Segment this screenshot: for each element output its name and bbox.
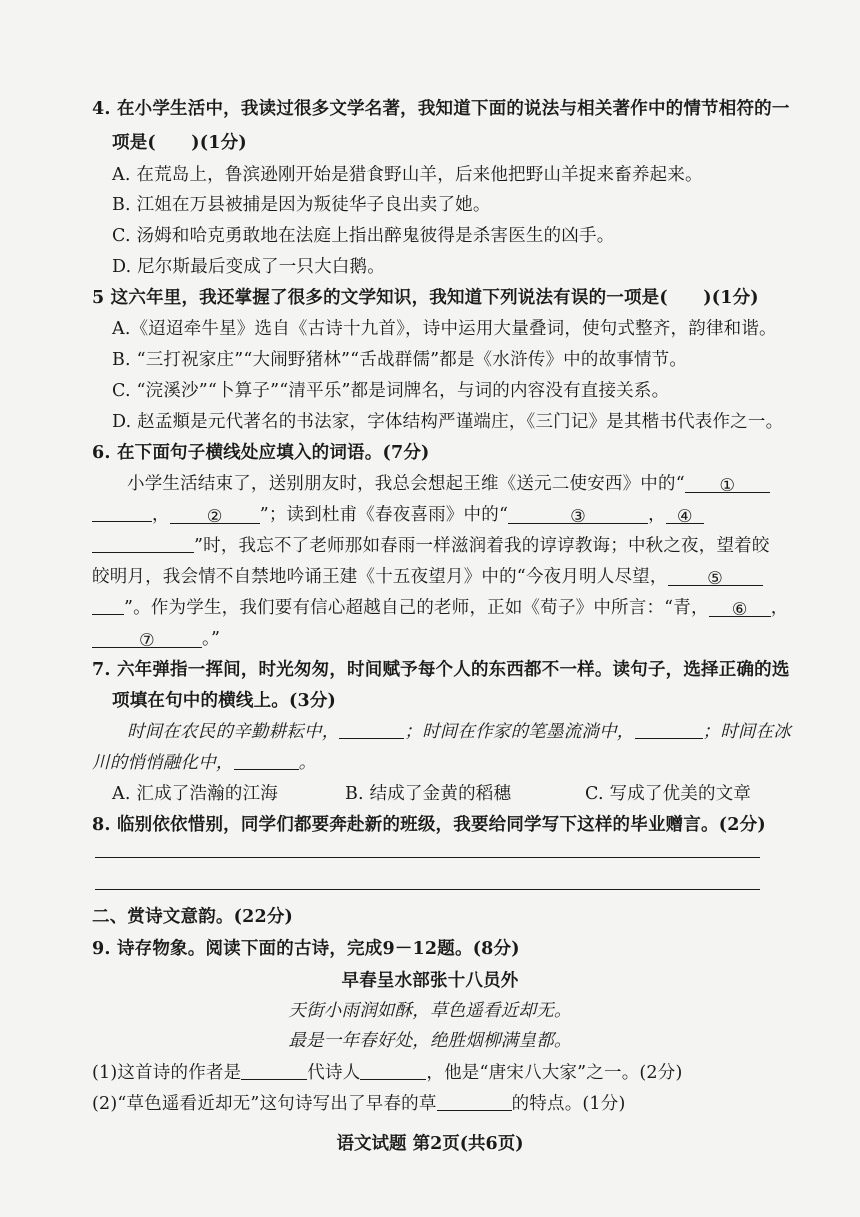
q9-sub2: [92, 1092, 625, 1116]
poem-line-1: 天街小雨润如酥，草色遥看近却无。: [288, 1001, 572, 1021]
q7-option-c: C. 写成了优美的文章: [585, 784, 752, 804]
answer-line-2[interactable]: [95, 889, 760, 890]
blank-number-2: ②: [206, 507, 223, 527]
q9-sub1-text-3: ，他是“唐宋八大家”之一。(2分): [426, 1063, 683, 1083]
page-footer: 语文试题 第2页(共6页): [336, 1134, 524, 1154]
q9-blank-dynasty[interactable]: [241, 1061, 307, 1080]
q6-text-2: ”；读到杜甫《春夜喜雨》中的“: [259, 505, 509, 525]
q9-blank-poet[interactable]: [360, 1061, 426, 1080]
q4-stem-line2: 项是( )(1分): [112, 133, 247, 153]
blank-1-cont[interactable]: [92, 503, 152, 522]
q7-option-a: A. 汇成了浩瀚的江海: [112, 784, 278, 804]
q9-blank-feature[interactable]: [437, 1092, 512, 1111]
poem-title: 早春呈水部张十八员外: [341, 971, 519, 991]
q6-para-line1: [127, 472, 770, 496]
blank-7[interactable]: [92, 629, 202, 651]
q6-text-5: ”。作为学生，我们要有信心超越自己的老师，正如《荀子》中所言：“青，: [124, 598, 709, 618]
blank-number-6: ⑥: [731, 600, 748, 620]
q7-text-2: ；时间在作家的笔墨流淌中，: [404, 722, 635, 742]
blank-4-cont[interactable]: [92, 534, 194, 553]
q7-stem-line1: 7. 六年弹指一挥间，时光匆匆，时间赋予每个人的东西都不一样。读句子，选择正确的选: [92, 660, 790, 680]
blank-3[interactable]: [508, 505, 648, 527]
q9-sub1-text-2: 代诗人: [307, 1063, 361, 1083]
q7-option-b: B. 结成了金黄的稻穗: [345, 784, 512, 804]
q5-option-c: C. “浣溪沙”“卜算子”“清平乐”都是词牌名，与词的内容没有直接关系。: [112, 381, 670, 401]
q6-text-6: 。”: [202, 629, 221, 649]
q6-para-line2: [92, 503, 704, 527]
q5-stem: 5 这六年里，我还掌握了很多的文学知识，我知道下列说法有误的一项是( )(1分): [92, 288, 759, 308]
q7-blank-1[interactable]: [339, 720, 404, 739]
q7-blank-2[interactable]: [635, 720, 703, 739]
blank-1[interactable]: [685, 474, 770, 496]
q4-stem-line1: 4. 在小学生活中，我读过很多文学名著，我知道下面的说法与相关著作中的情节相符的一: [92, 99, 790, 119]
blank-number-7: ⑦: [139, 631, 155, 651]
poem-line-2: 最是一年春好处，绝胜烟柳满皇都。: [288, 1031, 572, 1051]
section-2-title: 二、赏诗文意韵。(22分): [92, 907, 294, 927]
q8-stem: 8. 临别依依惜别，同学们都要奔赴新的班级，我要给同学写下这样的毕业赠言。(2分): [92, 815, 766, 835]
q9-sub2-text-2: 的特点。(1分): [511, 1094, 626, 1114]
blank-number-1: ①: [719, 476, 736, 496]
q7-text-4: 川的悄悄融化中，: [92, 753, 234, 773]
blank-5[interactable]: [668, 567, 763, 589]
q9-sub2-text-1: (2)“草色遥看近却无”这句诗写出了早春的草: [92, 1094, 437, 1114]
q7-text-1: 时间在农民的辛勤耕耘中，: [127, 722, 340, 742]
comma: ，: [648, 505, 666, 525]
blank-6[interactable]: [709, 598, 771, 620]
blank-number-5: ⑤: [707, 569, 723, 589]
comma: ，: [770, 598, 789, 618]
q6-para-line3: [92, 534, 770, 558]
blank-number-3: ③: [570, 507, 587, 527]
q6-text-4: 皎明月，我会情不自禁地吟诵王建《十五夜望月》中的“今夜月明人尽望，: [92, 567, 668, 587]
q7-stem-line2: 项填在句中的横线上。(3分): [112, 691, 337, 711]
q6-para-line4: [92, 565, 763, 589]
blank-2[interactable]: [170, 505, 260, 527]
q4-option-b: B. 江姐在万县被捕是因为叛徒华子良出卖了她。: [112, 195, 491, 215]
blank-number-4: ④: [676, 507, 693, 527]
q4-option-c: C. 汤姆和哈克勇敢地在法庭上指出醉鬼彼得是杀害医生的凶手。: [112, 226, 615, 246]
q6-para-line6: [92, 627, 220, 651]
q4-option-a: A. 在荒岛上，鲁滨逊刚开始是猎食野山羊，后来他把野山羊捉来畜养起来。: [112, 165, 703, 185]
q9-sub1-text-1: (1)这首诗的作者是: [92, 1063, 242, 1083]
q7-sentence-line1: [127, 720, 791, 744]
blank-4[interactable]: [666, 505, 704, 527]
q7-text-3: ；时间在冰: [702, 722, 792, 742]
q4-option-d: D. 尼尔斯最后变成了一只大白鹅。: [112, 257, 385, 277]
q7-text-5: 。: [298, 753, 317, 773]
q6-para-line5: [92, 596, 788, 620]
q6-title: 6. 在下面句子横线处应填入的词语。(7分): [92, 443, 430, 463]
q9-title: 9. 诗存物象。阅读下面的古诗，完成9－12题。(8分): [92, 939, 520, 959]
q9-sub1: [92, 1061, 683, 1085]
answer-line-1[interactable]: [95, 857, 760, 858]
q7-blank-3[interactable]: [234, 751, 299, 770]
q6-text-3: ”时，我忘不了老师那如春雨一样滋润着我的谆谆教诲；中秋之夜，望着皎: [194, 536, 770, 556]
q5-option-d: D. 赵孟頫是元代著名的书法家，字体结构严谨端庄，《三门记》是其楷书代表作之一。: [112, 412, 784, 432]
q5-option-a: A.《迢迢牵牛星》选自《古诗十九首》，诗中运用大量叠词，使句式整齐，韵律和谐。: [112, 319, 777, 339]
q7-sentence-line2: [92, 751, 316, 775]
q5-option-b: B. “三打祝家庄”“大闹野猪林”“舌战群儒”都是《水浒传》中的故事情节。: [112, 350, 688, 370]
q6-text-1: 小学生活结束了，送别朋友时，我总会想起王维《送元二使安西》中的“: [127, 474, 685, 494]
comma: ，: [152, 505, 170, 525]
blank-5-cont[interactable]: [92, 596, 124, 615]
